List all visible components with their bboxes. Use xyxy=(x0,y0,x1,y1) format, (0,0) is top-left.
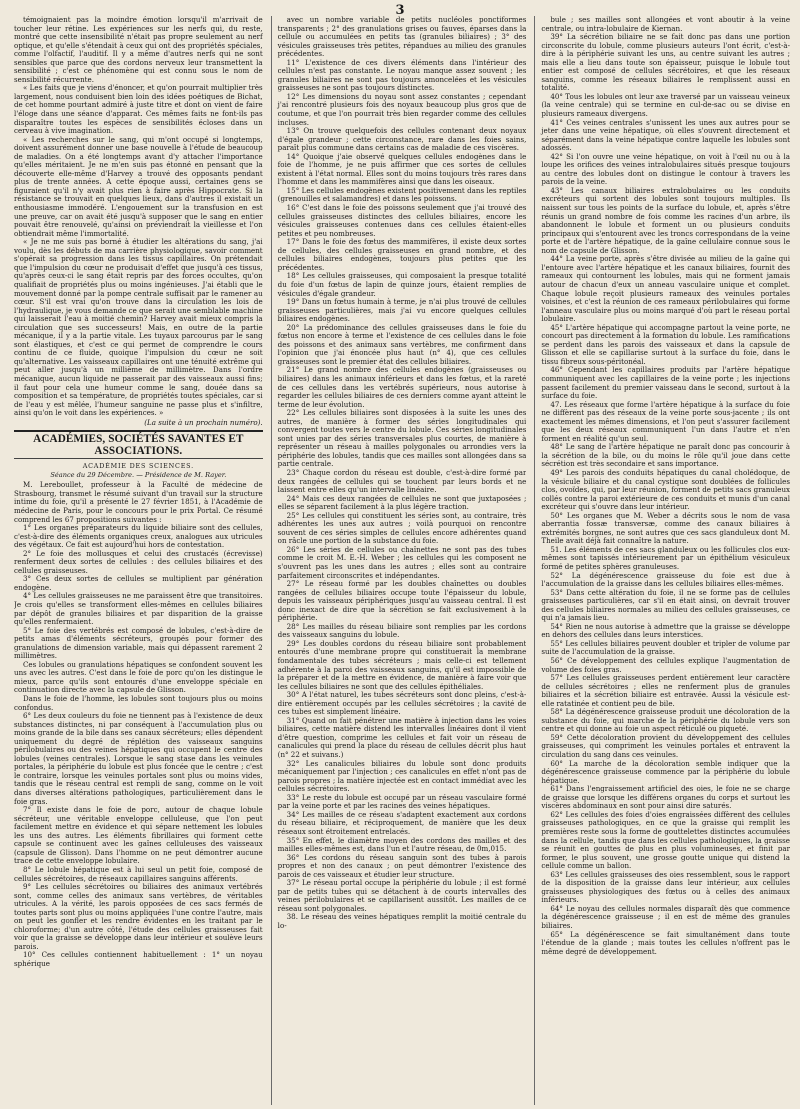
paragraph: 10° Ces cellules contiennent habituellement : 1° un noyau sphérique xyxy=(14,950,263,968)
paragraph: 2° Le foie des mollusques et celui des crustacés (écrevisse) renferment deux sortes de cellules : des cellules biliaires et des cellules graisseuses. xyxy=(14,548,263,575)
paragraph: 9° Les cellules sécrétoires ou biliaires des animaux vertébrés sont, comme celles des animaux sans vertèbres, de véritables utricules. A la vérité, les parois opposées de ces sacs fermés de toutes parts sont plus ou moins appliquées l'une contre l'autre, mais on peut les gonfler et les rendre évidentes en les traitant par le chloroforme; d'un autre côté, l'étude des cellules graisseuses fait voir que la graisse se développe dans leur intérieur et soulève leurs parois. xyxy=(14,882,263,951)
paragraph: 39° La sécrétion biliaire ne se fait donc pas dans une portion circonscrite du lobule, comme plusieurs auteurs l'ont écrit, c'est-à-dire à la périphérie suivant les uns, au centre suivant les autres ; mais elle a lieu dans toute son épaisseur, puisque le lobule tout entier est composé de cellules sécrétoires, et que les réseaux sanguins, comme les réseaux biliaires le remplissent aussi en totalité. xyxy=(541,32,791,93)
article-continuation xyxy=(14,16,263,418)
paragraph: 17° Dans le foie des fœtus des mammifères, il existe deux sortes de cellules, des cellules graisseuses en grand nombre, et des cellules biliaires endogènes, toujours plus petites que les précédentes. xyxy=(277,237,527,272)
paragraph: 29° Les doubles cordons du réseau biliaire sont probablement entourés d'une membrane propre qui constituerait la membrane fondamentale des tubes sécréteurs ; mais celle-ci est tellement adhérente à la paroi des vaisseaux sanguins, qu'il est impossible de la préparer et de la mettre en évidence, de manière à faire voir que les cellules biliaires ne sont que des cellules épithéliales. xyxy=(277,638,527,691)
paragraph: 31° Quand on fait pénétrer une matière à injection dans les voies biliaires, cette matière distend les intervalles linéaires dont il vient d'être question, comprime les cellules et fait voir un réseau de canalicules qui prend la place du réseau de cellules décrit plus haut (n° 22 et suivans.) xyxy=(277,715,527,760)
paragraph: 64° Le noyau des cellules normales disparaît dès que commence la dégénérescence graisseuse ; il en est de même des granules biliaires. xyxy=(541,903,791,930)
paragraph: 14° Quoique j'aie observé quelques cellules endogènes dans le foie de l'homme, je ne puis affirmer que ces sortes de cellules existent à l'état normal. Elles sont du moins toujours très rares dans l'homme et dans les mammifères ainsi que dans les oiseaux. xyxy=(277,151,527,187)
paragraph: 4° Les cellules graisseuses ne me paraissent être que transitoires. Je crois qu'elles se transforment elles-mêmes en cellules biliaires par dépôt de granules biliaires et par disparition de la graisse qu'elles renfermaient. xyxy=(14,591,263,627)
paragraph: 23° Chaque cordon du réseau est double, c'est-à-dire formé par deux rangées de cellules qui se touchent par leurs bords et ne laissent entre elles qu'un intervalle linéaire. xyxy=(277,467,527,495)
paragraph: 44° La veine porte, après s'être divisée au milieu de la gaîne qui l'entoure avec l'artère hépatique et les canaux biliaires, fournit des rameaux qui contournent les lobules, mais qui ne forment jamais autour de chacun d'eux un anneau vasculaire unique et complet. Chaque lobule reçoit plusieurs rameaux des veinules portales voisines, et c'est la réunion de ces rameaux périlobulaires qui forme l'anneau vasculaire plus ou moins marqué d'où part le réseau portal lobulaire. xyxy=(541,254,791,324)
paragraph: 54° Rien ne nous autorise à admettre que la graisse se développe en dehors des cellules dans leurs interstices. xyxy=(541,621,791,640)
paragraph: 19° Dans un fœtus humain à terme, je n'ai plus trouvé de cellules graisseuses particulières, mais j'ai vu encore quelques cellules biliaires endogènes. xyxy=(277,297,527,324)
paragraph: 55° Les cellules biliaires peuvent doubler et tripler de volume par suite de l'accumulation de la graisse. xyxy=(541,638,791,657)
column-2 xyxy=(271,16,527,1105)
paragraph: 52° La dégénérescence graisseuse du foie est due à l'accumulation de la graisse dans les cellules biliaires elles-mêmes. xyxy=(541,570,791,589)
paragraph: 46° Cependant les capillaires produits par l'artère hépatique communiquent avec les capillaires de la veine porte ; les injections passent facilement du premier vaisseau dans le second, surtout à la surface du foie. xyxy=(541,365,791,401)
paragraph: 57° Les cellules graisseuses perdent entièrement leur caractère de cellules sécrétoires ; elles ne renferment plus de granules biliaires et la sécrétion biliaire est entravée. Aussi la vésicule est-elle ratatinée et contient peu de bile. xyxy=(541,673,791,708)
paragraph: « Je ne me suis pas borné à étudier les altérations du sang, j'ai voulu, dès les débuts de ma carrière physiologique, savoir comment s'opérait sa progression dans les tissus capillaires. On prétendait que l'impulsion du cœur ne produisait d'effet que jusqu'à ces tissus, qu'après ceux-ci le sang était repris par des forces occultes, qu'on qualifiait de propriétés plus ou moins ingénieuses. J'ai établi que le mouvement donné par la pompe centrale suffisait par le ramener au cœur. S'il est vrai qu'on trouve dans la circulation les lois de l'hydraulique, je vous demande ce que serait une semblable machine qui laisserait l'eau à moitié chemin? Harvey avait mieux compris la circulation que ses successeurs! Mais, en outre de la partie mécanique, il y a la partie vitale. Les tuyaux parcourus par le sang sont élastiques, et c'est ce qui permet de comprendre le cours continu de ce fluide, quoique l'impulsion du cœur ne soit qu'alternative. Les vaisseaux capillaires ont une ténuité extrême qui peut aller jusqu'à un millième de millimètre. Dans l'ordre mécanique, aucun liquide ne passerait par des vaisseaux aussi fins; il faut pour cela une humeur comme le sang, douée dans sa composition et sa température, de propriétés toutes spéciales, car si de l'eau y est mêlée, l'humeur sanguine ne passe plus et s'infiltre, ainsi qu'on le voit dans les expériences. » xyxy=(14,237,263,418)
paragraph: 62° Les cellules des foies d'oies engraissées diffèrent des cellules graisseuses pathologiques, en ce que la graisse qui remplit les premières reste sous la forme de gouttelettes distinctes accumulées dans la cellule, tandis que dans les cellules pathologiques, la graisse se réunit en gouttes de plus en plus volumineuses, et finit par former, le plus souvent, une grosse goutte unique qui distend la cellule comme un ballon. xyxy=(541,809,791,871)
paragraph: 53° Dans cette altération du foie, il ne se forme pas de cellules graisseuses particulières, car s'il en était ainsi, on devrait trouver des cellules biliaires normales au milieu des cellules graisseuses, ce qui n'a jamais lieu. xyxy=(541,587,791,623)
paragraph: 47. Les réseaux que forme l'artère hépatique à la surface du foie ne diffèrent pas des réseaux de la veine porte sous-jacente ; ils ont exactement les mêmes dimensions, et l'on peut s'assurer facilement que les deux réseaux communiquent l'un dans l'autre et n'en forment en réalité qu'un seul. xyxy=(541,399,791,443)
paragraph: 43° Les canaux biliaires extralobulaires ou les conduits excréteurs qui sortent des lobules sont toujours multiples. Ils naissent sur tous les points de la surface du lobule, et, après s'être réunis un grand nombre de fois comme les racines d'un arbre, ils abandonnent le lobule et forment un ou plusieurs conduits principaux qui s'entourent avec les troncs correspondans de la veine porte et de l'artère hépatique, de la gaîne cellulaire connue sous le nom de capsule de Glisson. xyxy=(541,185,791,255)
paragraph: bule ; ses mailles sont allongées et vont aboutir à la veine centrale, ou intra-lobulaire de Kiernan. xyxy=(541,16,791,33)
paragraph: 37° Le réseau portal occupe la périphérie du lobule ; il est formé par de petits tubes qui se détachent à de courts intervalles des veines périlobulaires et se capillarisent aussitôt. Les mailles de ce réseau sont polygonales. xyxy=(277,878,527,913)
paragraph: Ces lobules ou granulations hépatiques se confondent souvent les uns avec les autres. C'est dans le foie de porc qu'on les distingue le mieux, parce qu'ils sont entourés d'une enveloppe spéciale en continuation directe avec la capsule de Glisson. xyxy=(14,659,263,695)
paragraph: 40° Tous les lobules ont leur axe traversé par un vaisseau veineux (la veine centrale) qui se termine en cul-de-sac ou se divise en plusieurs rameaux divergens. xyxy=(541,91,791,119)
section-rule xyxy=(14,430,263,432)
paragraph: 48° Le sang de l'artère hépatique ne paraît donc pas concourir à la sécrétion de la bile, ou du moins le rôle qu'il joue dans cette sécrétion est très secondaire et sans importance. xyxy=(541,442,791,469)
paragraph: M. Lereboullet, professeur à la Faculté de médecine de Strasbourg, transmet le résumé suivant d'un travail sur la structure intime du foie, qu'il a présenté le 27 février 1851, à l'Académie de médecine de Paris, pour le concours pour le prix Portal. Ce résumé comprend les 67 propositions suivantes : xyxy=(14,480,263,524)
paragraph: « Les recherches sur le sang, qui m'ont occupé si longtemps, doivent assurément donner une base nouvelle à l'étude de beaucoup de maladies. On a été longtemps avant d'y attacher l'importance qu'elles méritaient. Je ne m'en suis pas étonné en pensant que la découverte elle-même d'Harvey a trouvé des opposants pendant plus de trente années. A cette époque aussi, certaines gens se figuraient qu'il n'y avait plus rien à faire après Hippocrate. Si la résistance se trouvait en quelques lieux, dans d'autres il existait un enthousiasme immodéré. L'engouement sur la transfusion en est une preuve, car on avait été jusqu'à supposer que le sang en entier pouvait être renouvelé, qu'ainsi on préviendrait la vieillesse et l'on obtiendrait même l'immortalité. xyxy=(14,134,263,238)
column-1 xyxy=(14,16,263,1105)
paragraph: 51. Les éléments de ces sacs glanduleux ou les follicules clos eux-mêmes sont tapissés intérieurement par un épithélium vésiculeux formé de petites sphères granuleuses. xyxy=(541,544,791,571)
paragraph: 1° Les organes préparateurs du liquide biliaire sont des cellules, c'est-à-dire des éléments organiques creux, analogues aux utricules des végétaux. Ce fait est aujourd'hui hors de contestation. xyxy=(14,523,263,550)
paragraph: 63° Les cellules graisseuses des oies ressemblent, sous le rapport de la disposition de la graisse dans leur intérieur, aux cellules graisseuses physiologiques des fœtus ou à celles des animaux inférieurs. xyxy=(541,869,791,905)
paragraph: avec un nombre variable de petits nucléoles ponctiformes transparents ; 2° des granulations grises ou fauves, éparses dans la cellule ou accumulées en petits tas (granules biliaires) ; 3° des vésicules graisseuses très petites, répandues au milieu des granules précédentes. xyxy=(277,16,527,59)
paragraph: 34° Les mailles de ce réseau s'adaptent exactement aux cordons du réseau biliaire, et réciproquement, de manière que les deux réseaux sont étroitement entrelacés. xyxy=(277,809,527,836)
page-number: 3 xyxy=(395,3,405,18)
paragraph: 22° Les cellules biliaires sont disposées à la suite les unes des autres, de manière à former des séries longitudinales qui convergent toutes vers le centre du lobule. Ces séries longitudinales sont unies par des séries transversales plus courtes, de manière à représenter un réseau à mailles polygonales ou arrondies vers la périphérie des lobules, tandis que ces mailles sont allongées dans sa partie centrale. xyxy=(277,408,527,469)
academy-name: ACADÉMIE DES SCIENCES. xyxy=(82,462,194,471)
paragraph: 45° L'artère hépatique qui accompagne partout la veine porte, ne concourt pas directement à la formation du lobule. Les ramifications se perdent dans les parois des vaisseaux et dans la capsule de Glisson et elle se capillarise surtout à la surface du foie, dans le tissu fibreux sous-péritonéal. xyxy=(541,322,791,366)
paragraph: 36° Les cordons du réseau sanguin sont des tubes à parois propres et non des canaux ; on peut démontrer l'existence des parois de ces vaisseaux et étudier leur structure. xyxy=(277,852,527,879)
paragraph: 30° A l'état naturel, les tubes sécréteurs sont donc pleins, c'est-à-dire entièrement occupés par les cellules sécrétoires ; la cavité de ces tubes est simplement linéaire. xyxy=(277,690,527,717)
paragraph: 32° Les canalicules biliaires du lobule sont donc produits mécaniquement par l'injection ; ces canalicules en effet n'ont pas de parois propres ; la matière injectée est en contact immédiat avec les cellules sécrétoires. xyxy=(277,758,527,794)
paragraph: 15° Les cellules endogènes existent positivement dans les reptiles (grenouilles et salamandres) et dans les poissons. xyxy=(277,185,527,204)
paragraph: 16° C'est dans le foie des poissons seulement que j'ai trouvé des cellules graisseuses distinctes des cellules biliaires, encore les vésicules graisseuses contenues dans ces cellules étaient-elles petites et peu nombreuses. xyxy=(277,203,527,238)
section-rule-thin xyxy=(14,458,263,459)
paragraph: Dans le foie de l'homme, les lobules sont toujours plus ou moins confondus. xyxy=(14,694,263,712)
paragraph: 28° Les mailles du réseau biliaire sont remplies par les cordons des vaisseaux sanguins du lobule. xyxy=(277,621,527,640)
report-body xyxy=(14,481,263,968)
paragraph: 11° L'existence de ces divers éléments dans l'intérieur des cellules n'est pas constante. Le noyau manque assez souvent ; les granules biliaires ne sont pas toujours amoncelées et les vésicules graisseuses ne sont pas toujours distinctes. xyxy=(277,57,527,93)
paragraph: 58° La dégénérescence graisseuse produit une décoloration de la substance du foie, qui marche de la périphérie du lobule vers son centre et qui donne au foie un aspect réticulé ou piqueté. xyxy=(541,707,791,734)
paragraph: 6° Les deux couleurs du foie ne tiennent pas à l'existence de deux substances distinctes, ni par conséquent à l'accumulation plus ou moins grande de la bile dans ses canaux sécréteurs; elles dépendent uniquement du degré de réplétion des vaisseaux sanguins périlobulaires ou des veines hépatiques qui occupent le centre des lobules (veines centrales). Lorsque le sang stase dans les veinules portales, la périphérie du lobule est plus foncée que le centre ; c'est le contraire, lorsque les veinules portales sont plus ou moins vides, tandis que le réseau central est rempli de sang, comme on le voit dans diverses altérations pathologiques, particulièrement dans le foie gras. xyxy=(14,711,263,806)
column-3 xyxy=(534,16,790,1105)
paragraph: 35° En effet, le diamètre moyen des cordons des mailles et des mailles elles-mêmes est, dans l'un et l'autre réseau, de 0m,015. xyxy=(277,835,527,854)
paragraph: 60° La marche de la décoloration semble indiquer que la dégénérescence graisseuse commence par la périphérie du lobule hépatique. xyxy=(541,758,791,785)
paragraph: 24° Mais ces deux rangées de cellules ne sont que juxtaposées ; elles se séparent facilement à la plus légère traction. xyxy=(277,493,527,512)
paragraph: 65° La dégénérescence se fait simultanément dans toute l'étendue de la glande ; mais toutes les cellules n'offrent pas le même degré de développement. xyxy=(541,929,791,956)
paragraph: 49° Les parois des conduits hépatiques du canal cholédoque, de la vésicule biliaire et du canal cystique sont doublées de follicules clos, ovoïdes, qui, par leur réunion, forment de petits sacs granuleux collés contre la paroi extérieure de ces conduits et munis d'un canal excréteur qui s'ouvre dans leur intérieur. xyxy=(541,467,791,512)
paragraph: 27° Le réseau formé par les doubles chaînettes ou doubles rangées de cellules biliaires occupe toute l'épaisseur du lobule, depuis les vaisseaux périphériques jusqu'au vaisseau central. Il est donc inexact de dire que la sécrétion se fait exclusivement à la périphérie. xyxy=(277,579,527,623)
session-line: Séance du 29 Décembre. — Présidence de M. Rayer. xyxy=(50,470,227,479)
paragraph: 41° Ces veines centrales s'unissent les unes aux autres pour se jeter dans une veine hépatique, où elles s'ouvrent directement et séparément dans la veine hépatique contre laquelle les lobules sont adossés. xyxy=(541,117,791,153)
paragraph: 21° Le grand nombre des cellules endogènes (graisseuses ou biliaires) dans les animaux inférieurs et dans les fœtus, et la rareté de ces cellules dans les vertébrés supérieurs, nous autorise à regarder les cellules biliaires de ces derniers comme ayant atteint le terme de leur évolution. xyxy=(277,365,527,409)
paragraph: 13° On trouve quelquefois des cellules contenant deux noyaux d'égale grandeur ; cette circonstance, rare dans les foies sains, paraît plus commune dans certains cas de maladie de ces viscères. xyxy=(277,126,527,153)
paragraph: 8° Le lobule hépatique est à lui seul un petit foie, composé de cellules sécrétoires, de réseaux capillaires sanguins afférents. xyxy=(14,864,263,883)
paragraph: 26° Les séries de cellules ou chaînettes ne sont pas des tubes comme le croit M. E.-H. Weber ; les cellules qui les composent ne s'ouvrent pas les unes dans les autres ; elles sont au contraire parfaitement circonscrites et indépendantes. xyxy=(277,544,527,580)
paragraph: 38. Le réseau des veines hépatiques remplit la moitié centrale du lo- xyxy=(277,912,527,930)
continued-note: (La suite à un prochain numéro). xyxy=(144,417,263,427)
paragraph: 18° Les cellules graisseuses, qui composaient la presque totalité du foie d'un fœtus de lapin de quinze jours, étaient remplies de vésicules d'égale grandeur. xyxy=(277,271,527,298)
paragraph: 50° Les organes que M. Weber a décrits sous le nom de vasa aberrantia fossæ transversæ, comme des canaux biliaires à extrémités borgnes, ne sont autres que ces sacs glanduleux dont M. Theile avait déjà fait connaître la nature. xyxy=(541,510,791,546)
paragraph: 42° Si l'on ouvre une veine hépatique, on voit à l'œil nu ou à la loupe les orifices des veines intralobulaires situés presque toujours au centre des lobules dont on distingue le contour à travers les parois de la veine. xyxy=(541,151,791,187)
paragraph: témoignaient pas la moindre émotion lorsqu'il m'arrivait de toucher leur rétine. Les expériences sur les nerfs qui, du reste, montré que cette insensibilité n'était pas propre seulement au nerf optique, et qu'elle s'étendait à ceux qui ont des propriétés spéciales, comme l'olfactif, l'auditif. Il y a même d'autres nerfs qui ne sont sensibles que parce que des cordons nerveux leur transmettent la sensibilité ; c'est ce phénomène qui est connu sous le nom de sensibilité récurrente. xyxy=(14,16,263,84)
paragraph: « Les faits que je viens d'énoncer, et qu'on pourrait multiplier très largement, nous conduisent bien loin des idées poétiques de Bichat, de cet homme pourtant admiré à juste titre et dont on vient de faire l'éloge dans une séance d'apparat. Ces mêmes faits ne font-ils pas disparaître toutes les espèces de sensibilités écloses dans un cerveau à vive imagination. xyxy=(14,83,263,136)
paragraph: 61° Dans l'engraissement artificiel des oies, le foie ne se charge de graisse que lorsque les différens organes du corps et surtout les viscères abdominaux en sont pour ainsi dire saturés. xyxy=(541,784,791,811)
paragraph: 20° La prédominance des cellules graisseuses dans le foie du fœtus non encore à terme et l'existence de ces cellules dans le foie des poissons et des animaux sans vertèbres, me confirment dans l'opinion que j'ai énoncée plus haut (n° 4), que ces cellules graisseuses sont le premier état des cellules biliaires. xyxy=(277,322,527,366)
paragraph: 3° Ces deux sortes de cellules se multiplient par génération endogène. xyxy=(14,574,263,592)
paragraph: 5° Le foie des vertébrés est composé de lobules, c'est-à-dire de petits amas d'éléments sécréteurs, groupés pour former des granulations de dimension variable, mais qui dépassent rarement 2 millimètres. xyxy=(14,625,263,661)
paragraph: 59° Cette décoloration provient du développement des cellules graisseuses, qui compriment les veinules portales et entravent la circulation du sang dans ces veinules. xyxy=(541,732,791,760)
paragraph: 25° Les cellules qui constituent les séries sont, au contraire, très adhérentes les unes aux autres ; voilà pourquoi on rencontre souvent de ces séries simples de cellules encore adhérentes quand on râcle une portion de la substance du foie. xyxy=(277,510,527,546)
paragraph: 12° Les dimensions du noyau sont assez constantes ; cependant j'ai rencontré plusieurs fois des noyaux beaucoup plus gros que de coutume, et que l'on pourrait très bien regarder comme des cellules incluses. xyxy=(277,91,527,127)
paragraph: 56° Ce développement des cellules explique l'augmentation de volume des foies gras. xyxy=(541,656,791,674)
section-title: ACADÉMIES, SOCIÉTÉS SAVANTES ET ASSOCIATIONS. xyxy=(33,433,244,458)
columns xyxy=(14,16,790,1105)
paragraph: 7° Il existe dans le foie de porc, autour de chaque lobule sécréteur, une véritable enveloppe celluleuse, que l'on peut facilement mettre en évidence et qui sépare nettement les lobules les uns des autres. Les éléments fibrillaires qui forment cette capsule se continuent avec les gaînes celluleuses des vaisseaux (capsule de Glisson). Dans l'homme on ne peut démontrer aucune trace de cette enveloppe lobulaire. xyxy=(14,805,263,866)
paragraph: 33° Le reste du lobule est occupé par un réseau vasculaire formé par la veine porte et par les racines des veines hépatiques. xyxy=(277,792,527,811)
